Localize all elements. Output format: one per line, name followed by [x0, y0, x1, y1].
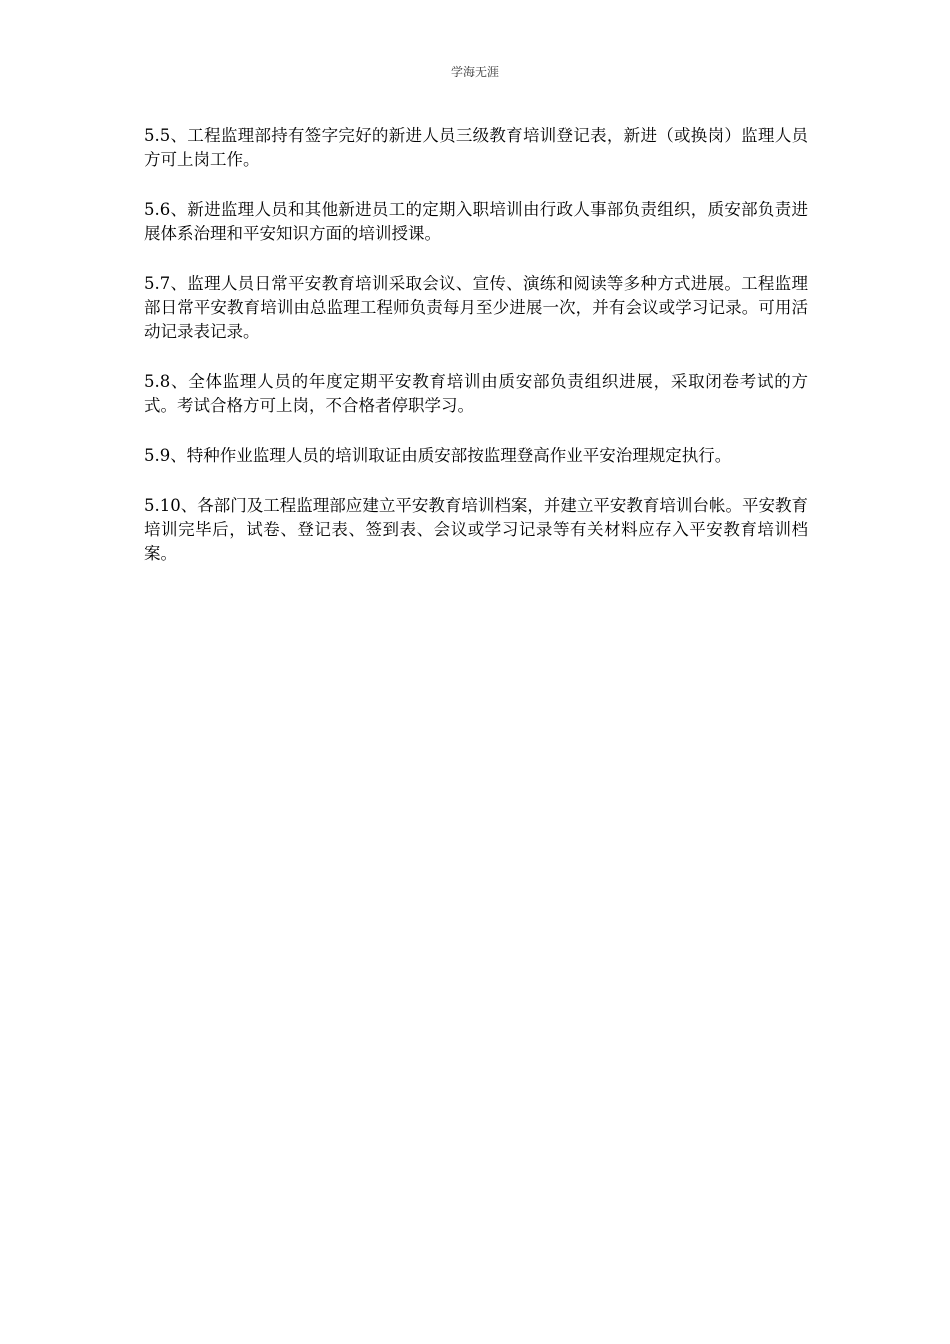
paragraph-5-9: 5.9、特种作业监理人员的培训取证由质安部按监理登高作业平安治理规定执行。 — [144, 446, 732, 465]
paragraph-5-6: 5.6、新进监理人员和其他新进员工的定期入职培训由行政人事部负责组织，质安部负责进展体系治理和平安知识方面的培训授课。 — [144, 200, 808, 243]
paragraph-5-7: 5.7、监理人员日常平安教育培训采取会议、宣传、演练和阅读等多种方式进展。工程监理部日常平安教育培训由总监理工程师负责每月至少进展一次，并有会议或学习记录。可用活动记录表记录。 — [144, 274, 808, 341]
page-header: 学海无涯 — [450, 65, 499, 79]
paragraph-5-10: 5.10、各部门及工程监理部应建立平安教育培训档案，并建立平安教育培训台帐。平安教育培训完毕后，试卷、登记表、签到表、会议或学习记录等有关材料应存入平安教育培训档案。 — [144, 496, 808, 563]
document-body — [144, 124, 808, 592]
paragraph-5-8: 5.8、全体监理人员的年度定期平安教育培训由质安部负责组织进展，采取闭卷考试的方式。考试合格方可上岗，不合格者停职学习。 — [144, 372, 808, 415]
paragraph-5-5: 5.5、工程监理部持有签字完好的新进人员三级教育培训登记表，新进（或换岗）监理人员方可上岗工作。 — [144, 126, 808, 169]
